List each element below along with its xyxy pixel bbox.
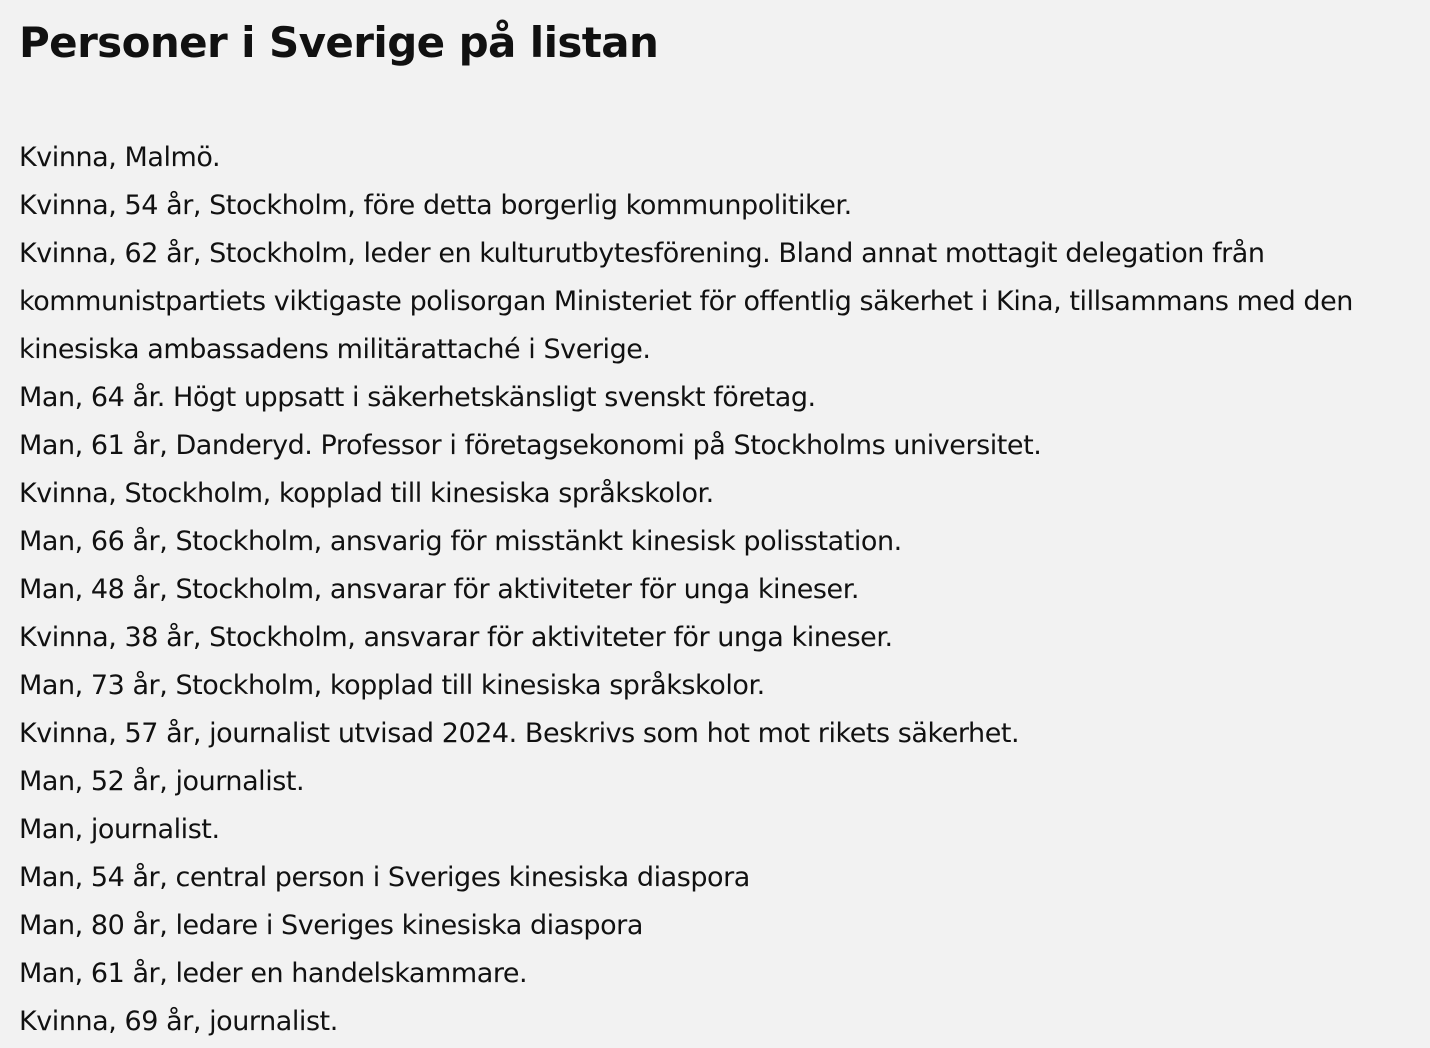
list-item: Kvinna, 57 år, journalist utvisad 2024. Beskrivs som hot mot rikets säkerhet. [19, 718, 1020, 749]
list-item: Man, journalist. [19, 814, 220, 845]
person-list [19, 134, 1416, 1046]
article-heading: Personer i Sverige på listan [19, 18, 659, 67]
list-item: Kvinna, Malmö. [19, 142, 221, 173]
list-item: Man, 52 år, journalist. [19, 766, 305, 797]
list-item: Man, 64 år. Högt uppsatt i säkerhetskänsligt svenskt företag. [19, 382, 816, 413]
list-item: Kvinna, 69 år, journalist. [19, 1006, 338, 1037]
list-item: Kvinna, 62 år, Stockholm, leder en kulturutbytesförening. Bland annat mottagit delegation från kommunistpartiets viktigaste polisorgan Ministeriet för offentlig säkerhet i Kina, tillsammans med den kinesiska ambassadens militärattaché i Sverige. [19, 238, 1353, 365]
list-item: Kvinna, 54 år, Stockholm, före detta borgerlig kommunpolitiker. [19, 190, 852, 221]
list-item: Man, 73 år, Stockholm, kopplad till kinesiska språkskolor. [19, 670, 765, 701]
list-item: Man, 61 år, leder en handelskammare. [19, 958, 528, 989]
list-item: Man, 54 år, central person i Sveriges kinesiska diaspora [19, 862, 750, 893]
list-item: Kvinna, Stockholm, kopplad till kinesiska språkskolor. [19, 478, 714, 509]
list-item: Man, 48 år, Stockholm, ansvarar för aktiviteter för unga kineser. [19, 574, 859, 605]
list-item: Man, 61 år, Danderyd. Professor i företagsekonomi på Stockholms universitet. [19, 430, 1042, 461]
list-item: Man, 66 år, Stockholm, ansvarig för misstänkt kinesisk polisstation. [19, 526, 902, 557]
list-item: Man, 80 år, ledare i Sveriges kinesiska diaspora [19, 910, 643, 941]
list-item: Kvinna, 38 år, Stockholm, ansvarar för aktiviteter för unga kineser. [19, 622, 893, 653]
